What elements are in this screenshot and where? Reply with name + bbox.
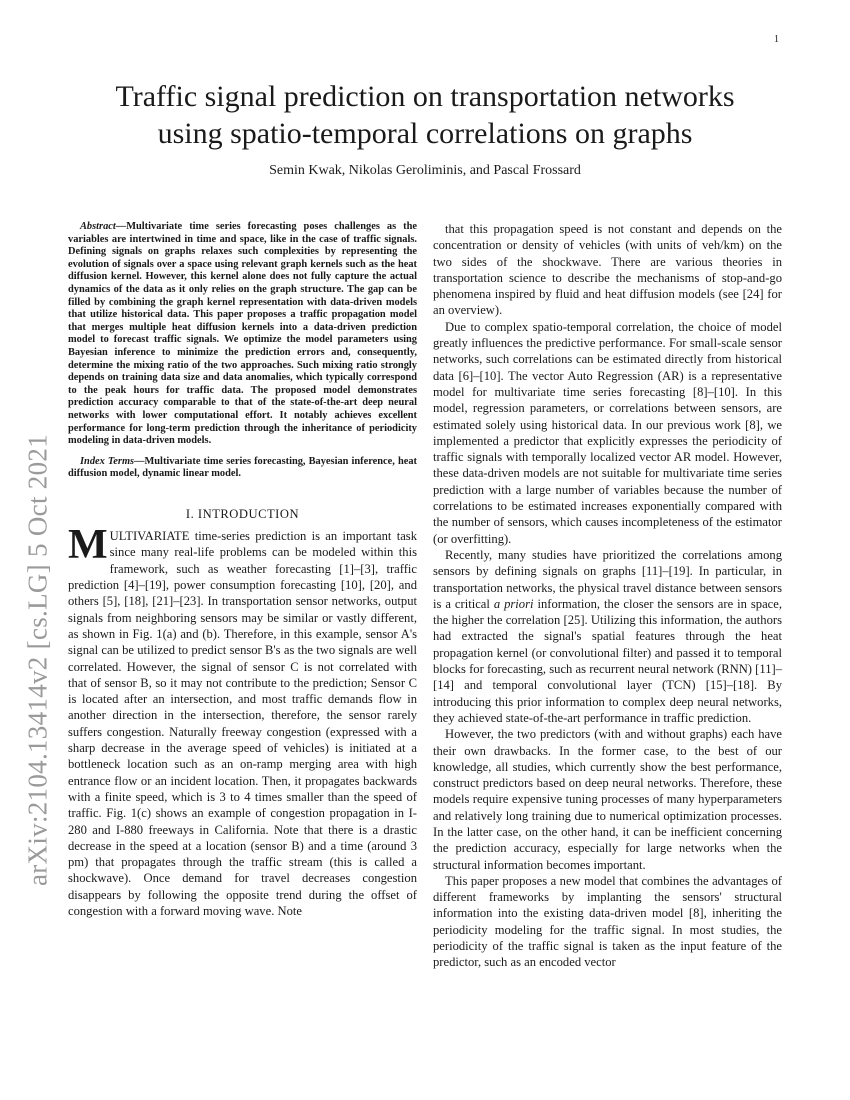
page-number: 1 <box>774 34 779 45</box>
intro-paragraph-3-a: Recently, many studies have prioritized the correlations among sensors by defining signals on graphs [11]–[19]. In particular, in transportation networks, the physical travel distance between sensors is a critical <box>433 547 782 611</box>
title-line-1: Traffic signal prediction on transportation networks <box>115 80 735 113</box>
intro-paragraph-3 <box>433 547 782 726</box>
author-list: Semin Kwak, Nikolas Geroliminis, and Pascal Frossard <box>269 163 581 178</box>
intro-paragraph-2: Due to complex spatio-temporal correlation, the choice of model greatly influences the predictive performance. For small-scale sensor networks, such correlations can be estimated directly from historical data [6]–[10]. The vector Auto Regression (AR) is a representative model for multivariate time series forecasting [8]–[10]. In this model, regression parameters, or correlations between sensors, are estimated solely using historical data. In our previous work [8], we implemented a predictor that explicitly expresses the periodicity of traffic signals with temporally localized vector AR model. However, these data-driven models are not suitable for multivariate time series prediction with a large number of variables because the number of correlations to be estimated increases exponentially compared with the number of sensors, which causes incompleteness of the estimator (or overfitting). <box>433 319 782 546</box>
intro-paragraph-5: This paper proposes a new model that combines the advantages of different frameworks by implanting the sensors' structural information into the existing data-driven model [8], inheriting the periodicity modeling for the traffic signal. In most studies, the periodicity of the traffic signal is taken as the input feature of the predictor, such as an encoded vector <box>433 873 782 970</box>
a-priori-emphasis: a priori <box>493 596 534 611</box>
paper-title <box>60 78 790 152</box>
left-column <box>68 221 417 919</box>
index-terms <box>68 456 417 481</box>
abstract-lead: Abstract <box>80 221 116 232</box>
right-column <box>433 221 782 971</box>
index-terms-lead: Index Terms <box>80 455 135 467</box>
abstract-text: —Multivariate time series forecasting poses challenges as the variables are intertwined in time and space, like in the case of traffic signals. Defining signals on graphs relaxes such complexities by representing the evolution of signals over a space using relevant graph kernels such as the heat diffusion kernel. However, this kernel alone does not fully capture the actual dynamics of the data as it only relies on the graph structure. The gap can be filled by combining the graph kernel representation with data-driven models that utilize historical data. This paper proposes a traffic propagation model that merges multiple heat diffusion kernels into a data-driven prediction model to forecast traffic signals. We optimize the model parameters using Bayesian inference to minimize the prediction errors and, consequently, determine the mixing ratio of the two approaches. Such mixing ratio strongly depends on training data size and data anomalies, which typically correspond to the peak hours for traffic data. The proposed model demonstrates prediction accuracy comparable to that of the state-of-the-art deep neural networks with lower computational effort. It notably achieves excellent performance for long-term prediction through the inheritance of periodicity modeling in data-driven models. <box>68 221 417 447</box>
drop-cap: M <box>68 522 108 569</box>
arxiv-identifier-stamp: arXiv:2104.13414v2 [cs.LG] 5 Oct 2021 <box>22 433 53 887</box>
intro-paragraph-3-b: information, the closer the sensors are in space, the higher the correlation [25]. Utilizing this information, the authors had extracted the signal's spatial features through the heat propagation kernel (or convolutional filter) and passed it to temporal blocks for forecasting, such as recurrent neural network (RNN) [11]–[14] and temporal convolutional layer (TCN) [15]–[18]. By introducing this prior information to complex deep neural networks, they achieved state-of-the-art performance in traffic prediction. <box>433 596 782 725</box>
intro-paragraph-1 <box>68 522 417 919</box>
intro-paragraph-1-continued: that this propagation speed is not constant and depends on the concentration or density of vehicles (with units of veh/km) on the two sides of the shockwave. There are various theories in transportation science to describe the mechanisms of stop-and-go phenomena inspired by fluid and heat diffusion models (see [24] for an overview). <box>433 222 782 318</box>
title-line-2: using spatio-temporal correlations on graphs <box>157 117 693 150</box>
intro-paragraph-1-text: ULTIVARIATE time-series prediction is an important task since many real-life problems can be modeled within this framework, such as weather forecasting [1]–[3], traffic prediction [4]–[19], power consumption forecasting [10], [20], and others [5], [18], [21]–[23]. In transportation sensor networks, output signals from neighboring sensors may be similar or vastly different, as shown in Fig. 1(a) and (b). Therefore, in this example, sensor A's signal can be utilized to predict sensor B's as the two signals are well correlated. However, the signal of sensor C is not correlated with that of sensor B, so it may not contribute to the prediction; Sensor C is located after an intersection, and most traffic demands flow in another direction in the intersection, therefore, the sensor rarely suffers congestion. Naturally freeway congestion (expressed with a sharp decrease in the average speed of vehicles) is initiated at a bottleneck location such as an on-ramp merging area with high entrance flow or an incident location. Then, it propagates backwards with a finite speed, which is 3 to 4 times smaller than the speed of traffic. Fig. 1(c) shows an example of congestion propagation in I-280 and I-880 freeways in California. Note that there is a drastic decrease in the speed at a location (sensor B) and a time (around 3 pm) that propagates through the traffic stream (this is called a shockwave). Once demand for travel decreases congestion disappears by following the opposite trend during the offset of congestion with a forward moving wave. Note <box>68 529 417 918</box>
abstract <box>68 221 417 448</box>
intro-paragraph-4: However, the two predictors (with and without graphs) each have their own drawbacks. In the former case, to the best of our knowledge, all studies, which currently show the best performance, construct predictors based on deep neural networks. Therefore, these models require expensive tuning processes of many hyperparameters and relatively long training due to numerical optimization processes. In the latter case, on the other hand, it can be inefficient concerning the prediction accuracy, especially for large networks when the structural information becomes important. <box>433 727 782 872</box>
section-heading-introduction: I. INTRODUCTION <box>185 506 300 521</box>
index-terms-text: —Multivariate time series forecasting, Bayesian inference, heat diffusion model, dynamic linear model. <box>68 455 417 480</box>
